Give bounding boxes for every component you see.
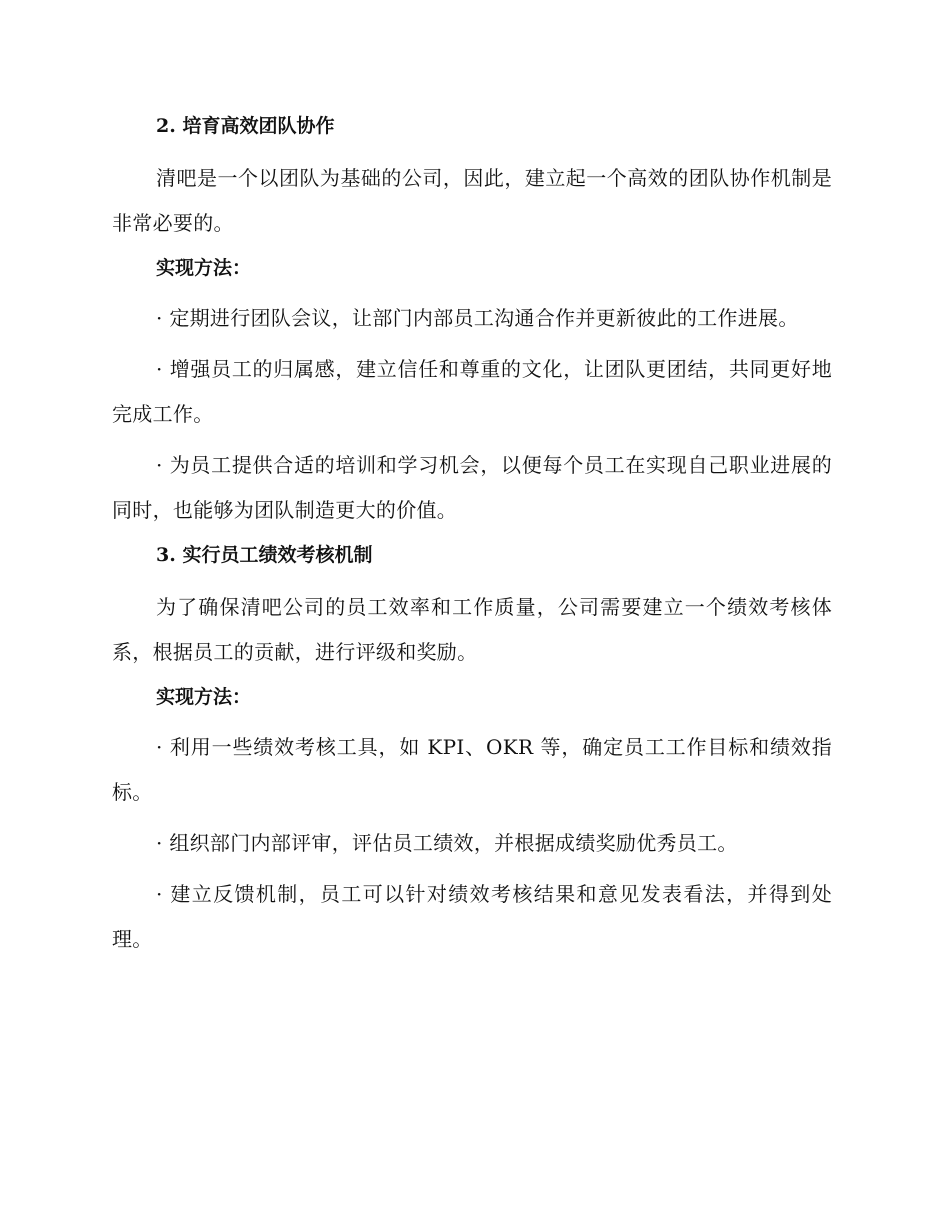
- section-2-intro: 清吧是一个以团队为基础的公司，因此，建立起一个高效的团队协作机制是非常必要的。: [112, 166, 832, 235]
- section-3-item-1: · 利用一些绩效考核工具，如 KPI、OKR 等，确定员工工作目标和绩效指标。: [112, 735, 832, 804]
- section-2-item-2: · 增强员工的归属感，建立信任和尊重的文化，让团队更团结，共同更好地完成工作。: [112, 357, 832, 426]
- section-2-method-label: 实现方法：: [156, 257, 252, 279]
- section-3-method-label: 实现方法：: [156, 686, 252, 708]
- section-2-item-1: · 定期进行团队会议，让部门内部员工沟通合作并更新彼此的工作进展。: [156, 306, 799, 330]
- document-page: [112, 110, 832, 968]
- section-3-item-2: · 组织部门内部评审，评估员工绩效，并根据成绩奖励优秀员工。: [156, 831, 738, 855]
- section-2-item-3: · 为员工提供合适的培训和学习机会，以便每个员工在实现自己职业进展的同时，也能够为团队制造更大的价值。: [112, 453, 832, 522]
- section-3-intro: 为了确保清吧公司的员工效率和工作质量，公司需要建立一个绩效考核体系，根据员工的贡献，进行评级和奖励。: [112, 595, 832, 664]
- section-3-title: 3. 实行员工绩效考核机制: [156, 544, 373, 566]
- section-3-item-3: · 建立反馈机制，员工可以针对绩效考核结果和意见发表看法，并得到处理。: [112, 882, 832, 951]
- section-2-title: 2. 培育高效团队协作: [156, 115, 335, 137]
